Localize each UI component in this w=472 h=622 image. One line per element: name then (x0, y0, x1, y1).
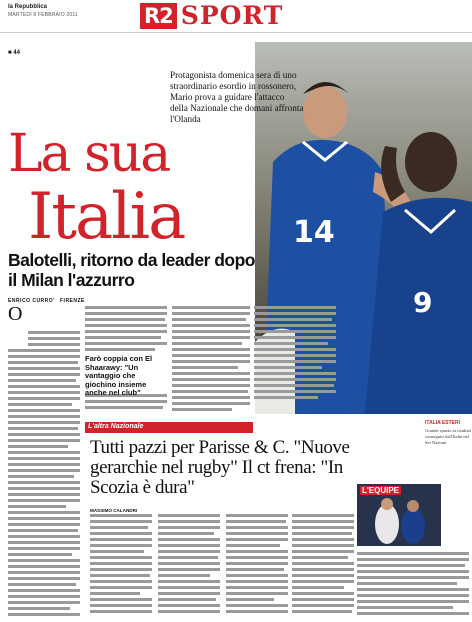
article-intro: Protagonista domenica sera di uno straordinario esordio in rossonero, Mario prova a guidare l'attacco della Nazionale che domani affronta l'Olanda (170, 70, 304, 124)
rugby-byline: MASSIMO CALANDRI (90, 508, 138, 513)
sidebar-title: ITALIA ESTERI (425, 420, 460, 426)
newspaper-name: la Repubblica (8, 4, 48, 10)
rugby-column-4 (292, 514, 354, 618)
rugby-headline: Tutti pazzi per Parisse & C. "Nuove gerarchie nel rugby" Il ct frena: "In Scozia è dura" (90, 437, 350, 498)
column-text-lines (172, 306, 250, 414)
article-dateline: FIRENZE (60, 298, 85, 304)
body-column-1 (8, 306, 80, 616)
headline-line-1: La sua (8, 124, 170, 184)
rugby-column-3 (226, 514, 288, 618)
column-text-lines (254, 306, 336, 414)
column-text-lines (90, 514, 152, 618)
pull-quote: Farò coppia con El Shaarawy: "Un vantaggio che giochino insieme anche nel club" (85, 354, 153, 397)
rugby-column-1 (90, 514, 152, 618)
r2-logo-box: R2 (140, 3, 177, 29)
section-logo (140, 3, 283, 29)
image-badge: L'EQUIPE (362, 486, 400, 495)
header-divider (0, 32, 472, 33)
column-text-lines (357, 552, 469, 618)
section-title: SPORT (180, 1, 284, 30)
svg-text:14: 14 (293, 215, 335, 250)
page-number: ■ 44 (8, 50, 20, 56)
column-text-lines (158, 514, 220, 618)
headline-line-2: Italia (28, 180, 185, 254)
body-column-3 (172, 306, 250, 414)
sidebar-text: Grande spazio ai risultati conseguiti dall'Italia nel Sei Nazioni (425, 428, 472, 445)
rugby-column-2 (158, 514, 220, 618)
article-subtitle: Balotelli, ritorno da leader dopo il Milan l'azzurro (8, 250, 255, 290)
column-text-lines (226, 514, 288, 618)
sidebar-box (425, 420, 472, 446)
section-label: L'altra Nazionale (88, 423, 144, 430)
drop-cap: O (8, 306, 23, 325)
article-byline: ENRICO CURRO' (8, 298, 55, 304)
column-text-lines (8, 323, 80, 616)
issue-date: MARTEDÌ 8 FEBBRAIO 2011 (8, 12, 78, 18)
column-text-lines (292, 514, 354, 618)
body-column-4 (254, 306, 336, 414)
svg-text:9: 9 (413, 286, 433, 319)
rugby-column-5 (357, 552, 469, 618)
